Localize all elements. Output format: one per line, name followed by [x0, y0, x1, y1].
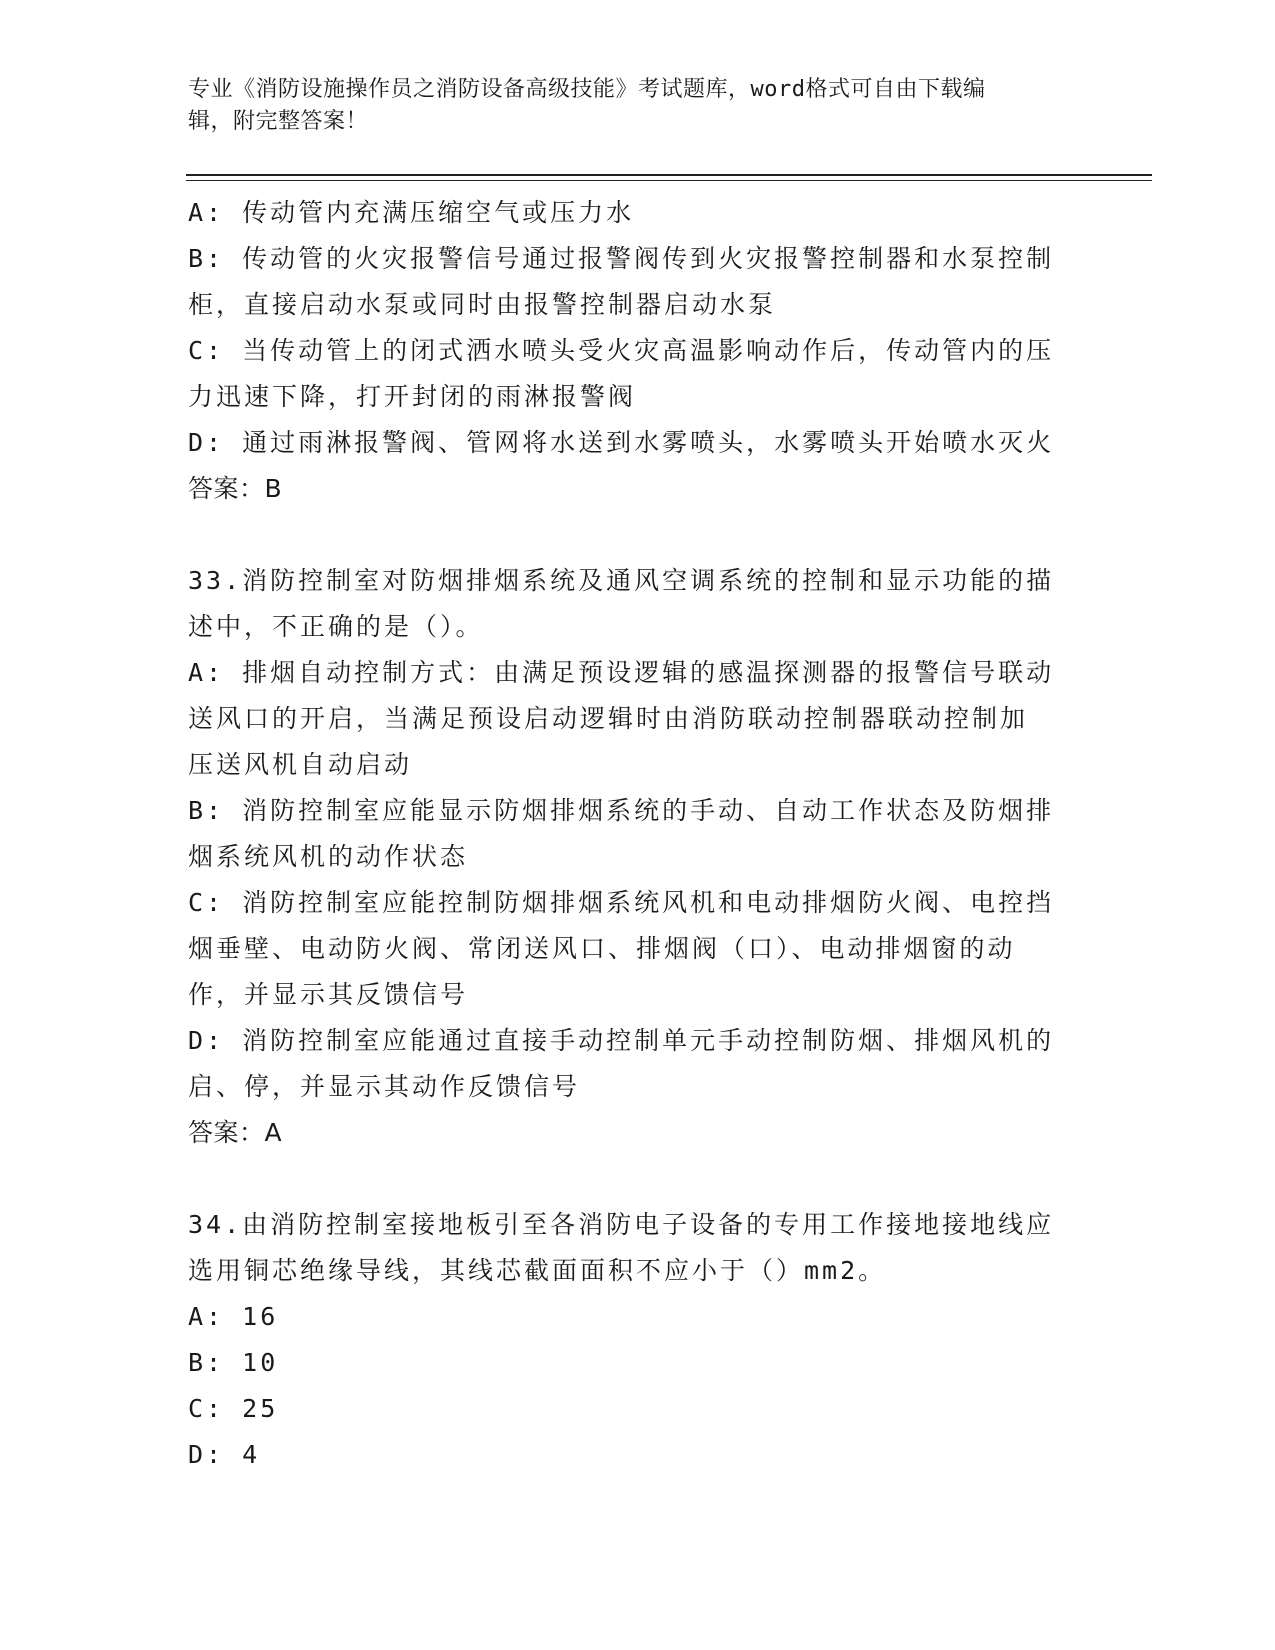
q32-option-d: D: 通过雨淋报警阀、管网将水送到水雾喷头，水雾喷头开始喷水灭火 — [188, 428, 1055, 457]
header-line-1: 专业《消防设施操作员之消防设备高级技能》考试题库，word格式可自由下载编 — [188, 77, 986, 102]
q33-option-c-line-3: 作，并显示其反馈信号 — [188, 980, 469, 1009]
q33-option-b-line-2: 烟系统风机的动作状态 — [188, 842, 469, 871]
q32-option-b-line-2: 柜，直接启动水泵或同时由报警控制器启动水泵 — [188, 290, 777, 319]
header-divider-thin — [186, 180, 1152, 181]
question-32 — [188, 190, 1068, 512]
q34-stem-line-1: 34.由消防控制室接地板引至各消防电子设备的专用工作接地接地线应 — [188, 1210, 1055, 1239]
q33-option-a-line-1: A: 排烟自动控制方式：由满足预设逻辑的感温探测器的报警信号联动 — [188, 658, 1055, 687]
document-header — [188, 74, 1068, 138]
spacer — [188, 1156, 1068, 1202]
q34-option-c: C: 25 — [188, 1394, 279, 1423]
q32-option-c-line-2: 力迅速下降，打开封闭的雨淋报警阀 — [188, 382, 637, 411]
q33-option-a-line-2: 送风口的开启，当满足预设启动逻辑时由消防联动控制器联动控制加 — [188, 704, 1029, 733]
question-34 — [188, 1202, 1068, 1478]
q32-option-b-line-1: B: 传动管的火灾报警信号通过报警阀传到火灾报警控制器和水泵控制 — [188, 244, 1055, 273]
q34-option-a: A: 16 — [188, 1302, 279, 1331]
q33-option-a-line-3: 压送风机自动启动 — [188, 750, 413, 779]
q33-option-b-line-1: B: 消防控制室应能显示防烟排烟系统的手动、自动工作状态及防烟排 — [188, 796, 1055, 825]
q33-option-d-line-2: 启、停，并显示其动作反馈信号 — [188, 1072, 581, 1101]
q33-option-c-line-2: 烟垂壁、电动防火阀、常闭送风口、排烟阀（口）、电动排烟窗的动 — [188, 934, 1016, 963]
header-line-2: 辑，附完整答案！ — [188, 109, 369, 134]
q34-option-d: D: 4 — [188, 1440, 261, 1469]
q32-option-a: A: 传动管内充满压缩空气或压力水 — [188, 198, 635, 227]
q33-stem-line-2: 述中，不正确的是（）。 — [188, 612, 484, 641]
spacer — [188, 512, 1068, 558]
q33-answer: 答案：A — [188, 1118, 283, 1147]
header-divider-thick — [186, 174, 1152, 176]
q34-stem-line-2: 选用铜芯绝缘导线，其线芯截面面积不应小于（）mm2。 — [188, 1256, 887, 1285]
q33-stem-line-1: 33.消防控制室对防烟排烟系统及通风空调系统的控制和显示功能的描 — [188, 566, 1055, 595]
question-content — [188, 190, 1068, 1478]
q34-option-b: B: 10 — [188, 1348, 279, 1377]
q32-answer: 答案：B — [188, 474, 283, 503]
q33-option-d-line-1: D: 消防控制室应能通过直接手动控制单元手动控制防烟、排烟风机的 — [188, 1026, 1055, 1055]
q33-option-c-line-1: C: 消防控制室应能控制防烟排烟系统风机和电动排烟防火阀、电控挡 — [188, 888, 1055, 917]
question-33 — [188, 558, 1068, 1156]
q32-option-c-line-1: C: 当传动管上的闭式洒水喷头受火灾高温影响动作后，传动管内的压 — [188, 336, 1055, 365]
